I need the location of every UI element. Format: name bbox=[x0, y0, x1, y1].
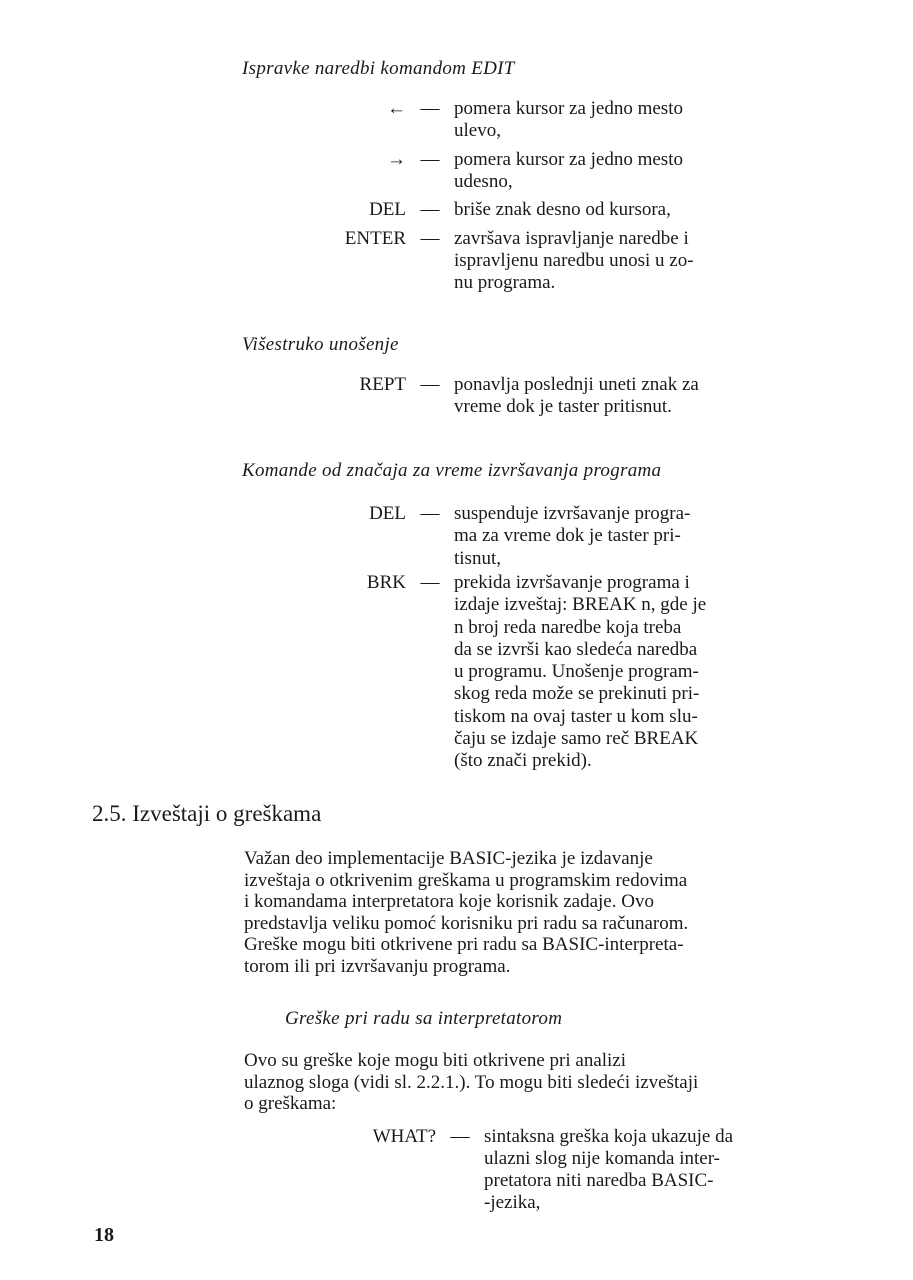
entry-description bbox=[454, 228, 694, 294]
description-line: udesno, bbox=[454, 171, 513, 192]
description-line: ulazni slog nije komanda inter- bbox=[484, 1148, 720, 1169]
description-line: -jezika, bbox=[484, 1192, 541, 1213]
entry-dash: — bbox=[420, 374, 440, 395]
entry-key: REPT bbox=[359, 374, 406, 395]
entry-key: ENTER bbox=[344, 228, 406, 249]
description-line: ispravljenu naredbu unosi u zo- bbox=[454, 250, 694, 271]
description-line: n broj reda naredbe koja treba bbox=[454, 616, 682, 638]
entry-brk bbox=[366, 572, 707, 773]
description-line: ulevo, bbox=[454, 120, 501, 141]
paragraph-line: predstavlja veliku pomoć korisniku pri radu sa računarom. bbox=[244, 912, 689, 934]
description-line: da se izvrši kao sledeća naredba bbox=[454, 638, 698, 660]
description-line: prekida izvršavanje programa i bbox=[454, 572, 690, 593]
description-line: suspenduje izvršavanje progra- bbox=[454, 503, 691, 524]
interp-paragraph bbox=[244, 1050, 814, 1115]
paragraph-line: o greškama: bbox=[244, 1093, 337, 1114]
interp-section-heading: Greške pri radu sa interpretatorom bbox=[285, 1008, 563, 1029]
description-line: skog reda može se prekinuti pri- bbox=[454, 683, 700, 705]
paragraph-line: ulaznog sloga (vidi sl. 2.2.1.). To mogu biti sledeći izveštaji bbox=[244, 1071, 699, 1093]
description-line: izdaje izveštaj: BREAK n, gde je bbox=[454, 594, 707, 616]
description-line: vreme dok je taster pritisnut. bbox=[454, 396, 672, 417]
entry-dash: — bbox=[450, 1126, 470, 1147]
description-line: tiskom na ovaj taster u kom slu- bbox=[454, 705, 698, 727]
description-line: briše znak desno od kursora, bbox=[454, 199, 671, 220]
entry-key: ← bbox=[387, 98, 406, 119]
description-line: (što znači prekid). bbox=[454, 750, 592, 772]
run-section-heading: Komande od značaja za vreme izvršavanja programa bbox=[242, 460, 662, 481]
edit-section-heading: Ispravke naredbi komandom EDIT bbox=[242, 58, 515, 79]
entry-arrow-left bbox=[387, 98, 683, 142]
description-line: pretatora niti naredba BASIC- bbox=[484, 1170, 714, 1191]
description-line: nu programa. bbox=[454, 272, 556, 293]
description-line: ma za vreme dok je taster pri- bbox=[454, 525, 681, 547]
entry-del-run bbox=[369, 503, 691, 570]
description-line: čaju se izdaje samo reč BREAK bbox=[454, 728, 699, 750]
entry-description bbox=[484, 1126, 733, 1214]
entry-arrow-right bbox=[387, 149, 683, 193]
description-line: tisnut, bbox=[454, 547, 501, 569]
entry-description bbox=[454, 98, 683, 142]
intro-paragraph bbox=[244, 848, 814, 977]
description-line: u programu. Unošenje program- bbox=[454, 661, 699, 683]
entry-what bbox=[372, 1126, 734, 1214]
entry-dash: — bbox=[420, 149, 440, 170]
entry-enter bbox=[344, 228, 694, 294]
paragraph-line: torom ili pri izvršavanju programa. bbox=[244, 955, 511, 977]
entry-del bbox=[369, 199, 671, 221]
description-line: ponavlja poslednji uneti znak za bbox=[454, 374, 699, 395]
entry-key: WHAT? bbox=[372, 1126, 436, 1147]
entry-dash: — bbox=[420, 572, 440, 593]
entry-description bbox=[454, 149, 683, 193]
entry-dash: — bbox=[420, 228, 440, 249]
entry-dash: — bbox=[420, 503, 440, 524]
entry-key: BRK bbox=[366, 572, 406, 593]
entry-description bbox=[454, 374, 699, 418]
paragraph-line: i komandama interpretatora koje korisnik zadaje. Ovo bbox=[244, 891, 654, 912]
section-title: 2.5. Izveštaji o greškama bbox=[92, 801, 322, 826]
entry-description bbox=[454, 199, 671, 221]
entry-key: → bbox=[387, 149, 406, 170]
entry-description bbox=[454, 503, 690, 570]
description-line: pomera kursor za jedno mesto bbox=[454, 149, 683, 170]
page-number: 18 bbox=[94, 1224, 114, 1246]
entry-key: DEL bbox=[369, 503, 406, 524]
entry-key: DEL bbox=[369, 199, 406, 220]
entry-description bbox=[454, 572, 706, 773]
paragraph-line: Važan deo implementacije BASIC-jezika je izdavanje bbox=[244, 848, 653, 869]
paragraph-line: Ovo su greške koje mogu biti otkrivene pri analizi bbox=[244, 1050, 627, 1071]
entry-dash: — bbox=[420, 98, 440, 119]
description-line: pomera kursor za jedno mesto bbox=[454, 98, 683, 119]
entry-dash: — bbox=[420, 199, 440, 220]
paragraph-line: Greške mogu biti otkrivene pri radu sa BASIC-interpreta- bbox=[244, 934, 684, 955]
description-line: završava ispravljanje naredbe i bbox=[454, 228, 689, 249]
description-line: sintaksna greška koja ukazuje da bbox=[484, 1126, 734, 1147]
paragraph-line: izveštaja o otkrivenim greškama u programskim redovima bbox=[244, 869, 688, 891]
entry-rept bbox=[359, 374, 699, 418]
multi-section-heading: Višestruko unošenje bbox=[242, 334, 399, 355]
